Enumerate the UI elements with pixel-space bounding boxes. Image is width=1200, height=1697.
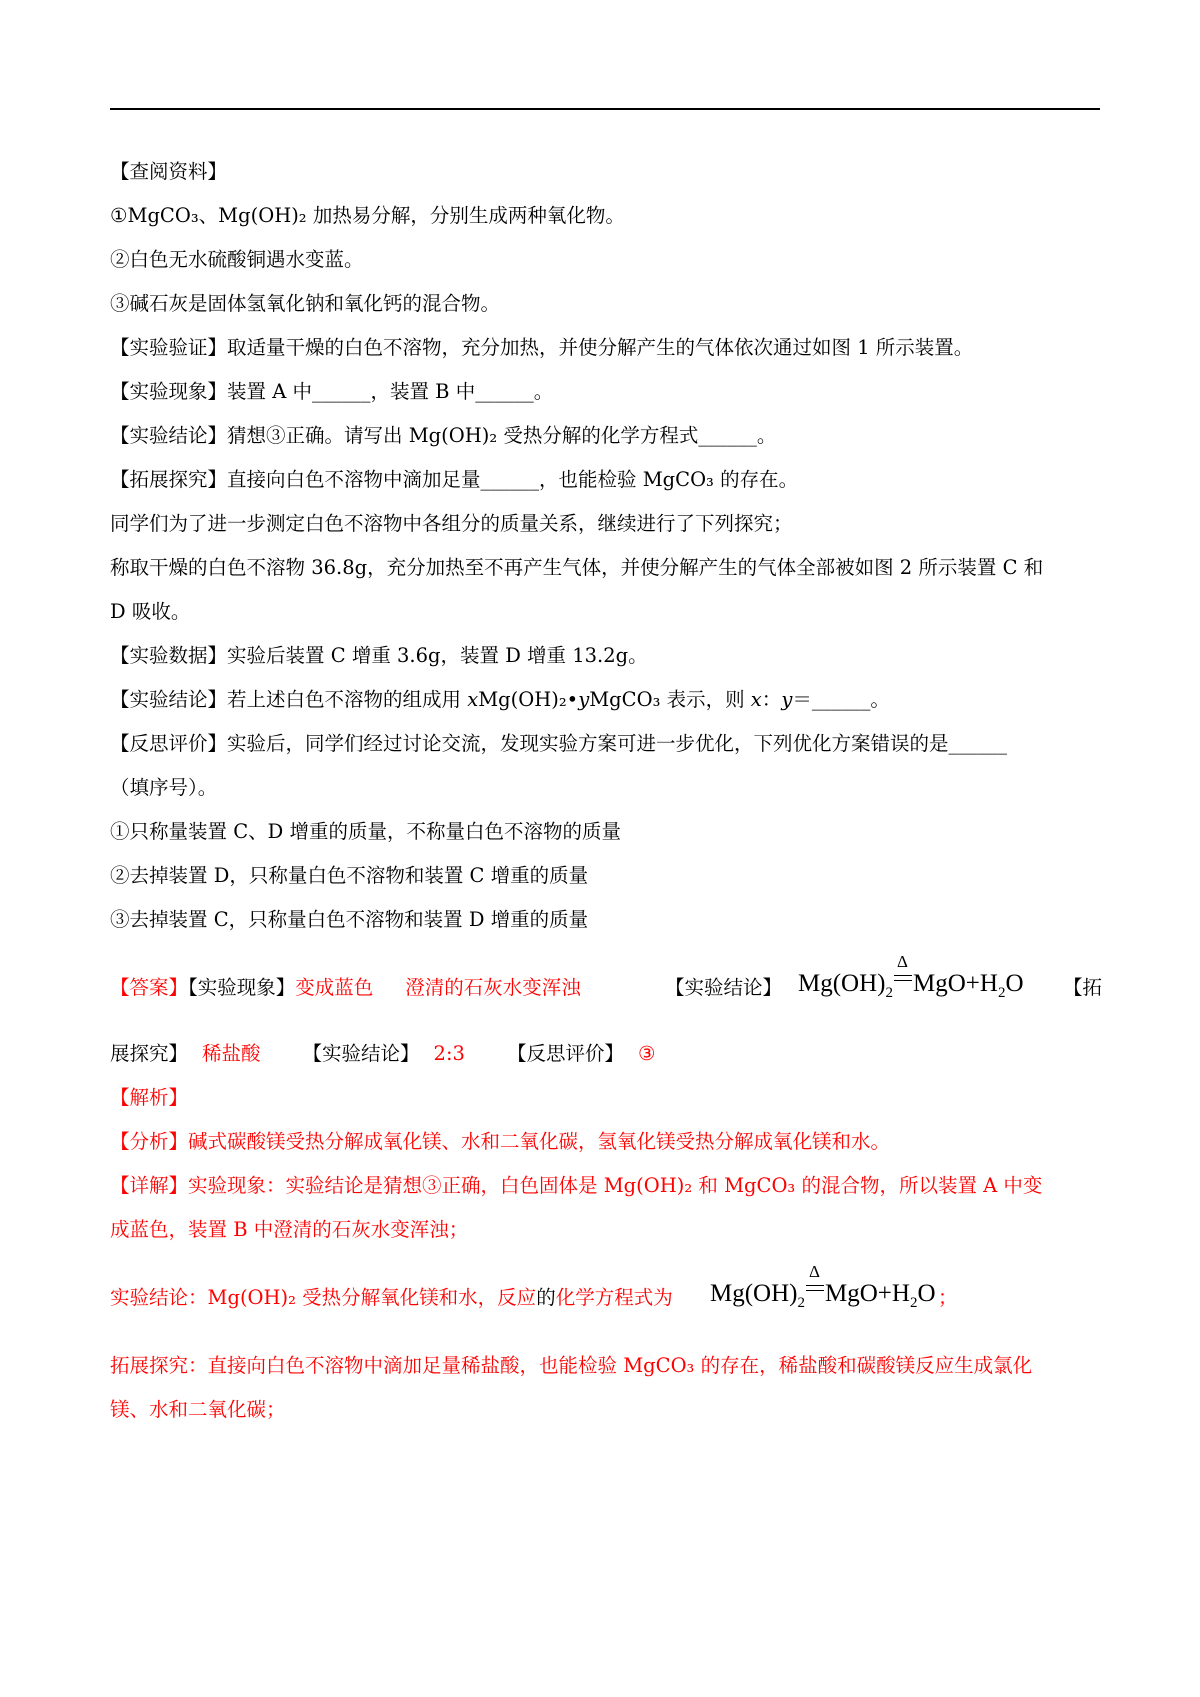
analysis-detail-line2: 成蓝色，装置 B 中澄清的石灰水变浑浊； bbox=[110, 1218, 469, 1241]
data-paragraph: 【实验数据】实验后装置 C 增重 3.6g，装置 D 增重 13.2g。 bbox=[110, 644, 648, 667]
reflect-question-line1: 【反思评价】实验后，同学们经过讨论交流，发现实验方案可进一步优化，下列优化方案错误的是______ bbox=[110, 732, 1008, 755]
option-2: ②去掉装置 D，只称量白色不溶物和装置 C 增重的质量 bbox=[110, 864, 589, 887]
analysis-equation: $Mg(OH)_2$ Δ $MgO+H_2O$ bbox=[710, 1262, 936, 1311]
option-3: ③去掉装置 C，只称量白色不溶物和装置 D 增重的质量 bbox=[110, 908, 589, 931]
answer-line-2: 展探究】 稀盐酸 【实验结论】 2:3 【反思评价】 ③ bbox=[110, 1042, 656, 1065]
weigh-paragraph-line1: 称取干燥的白色不溶物 36.8g，充分加热至不再产生气体，并使分解产生的气体全部被如图 2 所示装置 C 和 bbox=[110, 556, 1044, 579]
answer-expand-label-a: 【拓 bbox=[1063, 976, 1103, 999]
expand-question: 【拓展探究】直接向白色不溶物中滴加足量______，也能检验 MgCO₃ 的存在。 bbox=[110, 468, 799, 491]
option-1: ①只称量装置 C、D 增重的质量，不称量白色不溶物的质量 bbox=[110, 820, 621, 843]
answer-line: 【答案】【实验现象】变成蓝色 澄清的石灰水变浑浊 bbox=[110, 976, 581, 999]
analysis-heading: 【解析】 bbox=[110, 1086, 189, 1109]
lookup-item-1: ①MgCO₃、Mg(OH)₂ 加热易分解，分别生成两种氧化物。 bbox=[110, 204, 625, 227]
answer-label: 【答案】 bbox=[110, 976, 189, 999]
answer-conclusion-label: 【实验结论】 bbox=[665, 976, 783, 999]
analysis-expand-line1: 拓展探究：直接向白色不溶物中滴加足量稀盐酸，也能检验 MgCO₃ 的存在，稀盐酸和碳酸镁反应生成氯化 bbox=[110, 1354, 1033, 1377]
lookup-item-2: ②白色无水硫酸铜遇水变蓝。 bbox=[110, 248, 364, 271]
lookup-item-3: ③碱石灰是固体氢氧化钠和氧化钙的混合物。 bbox=[110, 292, 501, 315]
phenomenon-question: 【实验现象】装置 A 中______，装置 B 中______。 bbox=[110, 380, 554, 403]
analysis-expand-line2: 镁、水和二氧化碳； bbox=[110, 1398, 286, 1421]
analysis-conclusion-line: 实验结论：Mg(OH)₂ 受热分解氧化镁和水，反应的化学方程式为 bbox=[110, 1286, 673, 1309]
analysis-detail-line1: 【详解】实验现象：实验结论是猜想③正确，白色固体是 Mg(OH)₂ 和 MgCO₃ 的混合物，所以装置 A 中变 bbox=[110, 1174, 1043, 1197]
conclusion-question: 【实验结论】猜想③正确。请写出 Mg(OH)₂ 受热分解的化学方程式______。 bbox=[110, 424, 777, 447]
analysis-fenxi: 【分析】碱式碳酸镁受热分解成氧化镁、水和二氧化碳，氢氧化镁受热分解成氧化镁和水。 bbox=[110, 1130, 891, 1153]
intro-paragraph: 同学们为了进一步测定白色不溶物中各组分的质量关系，继续进行了下列探究； bbox=[110, 512, 793, 535]
answer-equation: $Mg(OH)_2$ Δ $MgO+H_2O$ bbox=[798, 952, 1024, 1001]
lookup-heading: 【查阅资料】 bbox=[110, 160, 228, 183]
composition-question: 【实验结论】若上述白色不溶物的组成用 xMg(OH)₂•yMgCO₃ 表示，则 x：y＝______。 bbox=[110, 688, 890, 711]
header-rule bbox=[110, 108, 1100, 110]
verify-paragraph: 【实验验证】取适量干燥的白色不溶物，充分加热，并使分解产生的气体依次通过如图 1 所示装置。 bbox=[110, 336, 974, 359]
analysis-conclusion-end: ； bbox=[938, 1286, 958, 1309]
reflect-question-line2: （填序号）。 bbox=[110, 776, 218, 799]
weigh-paragraph-line2: D 吸收。 bbox=[110, 600, 191, 623]
